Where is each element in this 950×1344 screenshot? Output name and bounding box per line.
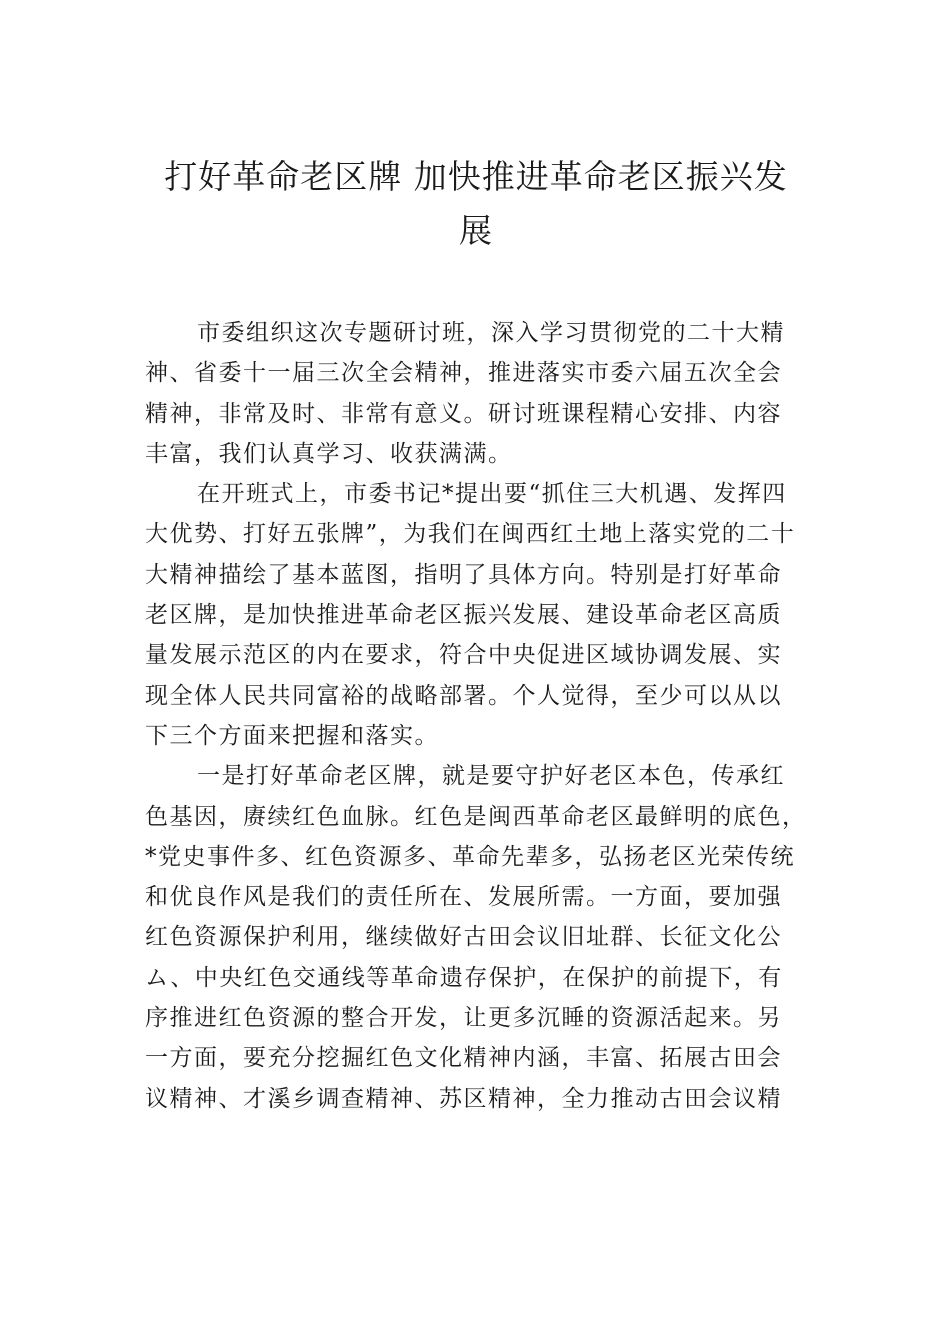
paragraph-1-line: 丰富，我们认真学习、收获满满。 (145, 440, 513, 467)
paragraph-3-line: 议精神、才溪乡调查精神、苏区精神，全力推动古田会议精 (145, 1085, 782, 1112)
paragraph-3-line: 一是打好革命老区牌，就是要守护好老区本色，传承红 (197, 763, 785, 790)
paragraph-2-line: 大精神描绘了基本蓝图，指明了具体方向。特别是打好革命 (145, 561, 782, 588)
paragraph-2-line: 老区牌，是加快推进革命老区振兴发展、建设革命老区高质 (145, 602, 782, 629)
paragraph-2-line: 下三个方面来把握和落实。 (145, 722, 439, 749)
paragraph-2-line: 大优势、打好五张牌”，为我们在闽西红土地上落实党的二十 (145, 521, 796, 548)
paragraph-1-line: 精神，非常及时、非常有意义。研讨班课程精心安排、内容 (145, 400, 782, 427)
paragraph-1-line: 市委组织这次专题研讨班，深入学习贯彻党的二十大精 (197, 320, 785, 346)
paragraph-3-line: 色基因，赓续红色血脉。红色是闽西革命老区最鲜明的底色， (145, 803, 807, 830)
paragraph-2-line: 现全体人民共同富裕的战略部署。个人觉得，至少可以从以 (145, 682, 782, 709)
paragraph-3-line: *党史事件多、红色资源多、革命先辈多，弘扬老区光荣传统 (145, 843, 795, 870)
paragraph-1-line: 神、省委十一届三次全会精神，推进落实市委六届五次全会 (145, 360, 782, 387)
paragraph-2-line: 量发展示范区的内在要求，符合中央促进区域协调发展、实 (145, 642, 782, 669)
paragraph-3-line: ム、中央红色交通线等革命遗存保护，在保护的前提下，有 (145, 964, 783, 991)
document-title (145, 150, 807, 258)
paragraph-3-line: 序推进红色资源的整合开发，让更多沉睡的资源活起来。另 (145, 1005, 782, 1032)
paragraph-3-line: 红色资源保护利用，继续做好古田会议旧址群、长征文化公 (145, 924, 782, 951)
paragraph-3-line: 和优良作风是我们的责任所在、发展所需。一方面，要加强 (145, 884, 782, 911)
document-body (145, 313, 809, 1119)
paragraph-3-line: 一方面，要充分挖掘红色文化精神内涵，丰富、拓展古田会 (145, 1045, 782, 1072)
paragraph-2-line: 在开班式上，市委书记*提出要“抓住三大机遇、发挥四 (197, 481, 787, 508)
title-line: 展 (459, 211, 493, 250)
title-line: 打好革命老区牌 加快推进革命老区振兴发 (164, 157, 788, 196)
